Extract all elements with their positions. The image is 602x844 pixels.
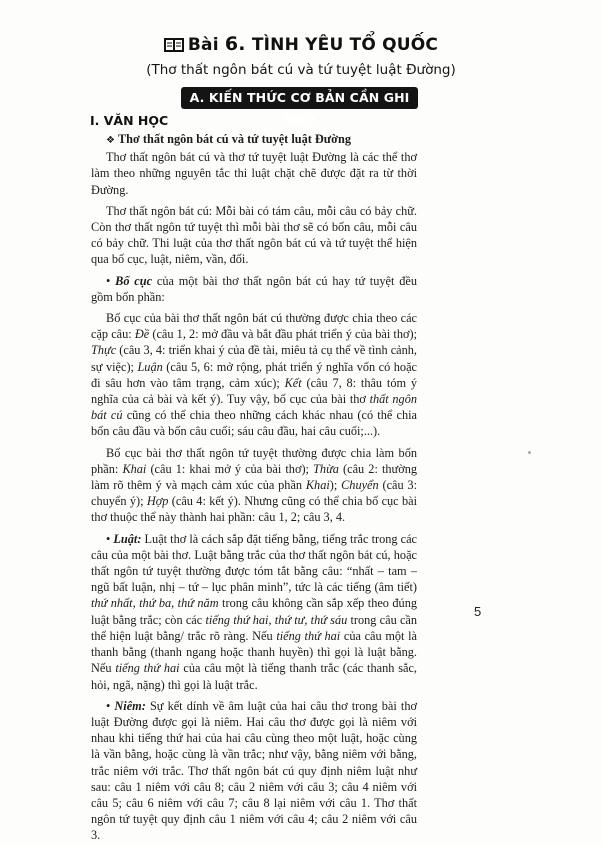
bullet-label-bo-cuc: Bố cục: [115, 273, 153, 288]
text: Luật thơ là cách sắp đặt tiếng bằng, tiếng trắc trong các câu của một bài thơ. Luật bằng trắc của thơ thất ngôn bát cú, hoặc thất ngôn tứ tuyệt thường được tóm tắt bằng câu: “nhất – tam – ngũ bất luận, nhị – tứ – lục phân minh”, tức là các tiếng (âm tiết): [91, 531, 417, 595]
text: Bố cục của bài thơ thất ngôn bát cú thường được chia theo các cặp câu:: [91, 311, 417, 342]
text: );: [329, 478, 342, 493]
term: Thực: [91, 343, 117, 358]
term: Luận: [137, 359, 163, 374]
text: trong câu cần thể hiện luật bằng/ trắc rõ ràng. Nếu: [91, 612, 418, 643]
paragraph-bat-cu-structure: [91, 310, 417, 440]
term: Khai: [122, 461, 147, 476]
paragraph-tu-tuyet-structure: [91, 445, 417, 526]
term: Kết: [284, 375, 302, 390]
diamond-bullet-icon: ❖: [106, 135, 115, 146]
bullet-label-luat: Luật:: [113, 531, 142, 546]
text: cũng có thể chia theo những cách khác nhau (có thể chia bốn câu đầu và bốn câu cuối; sáu câu đầu, hai câu cuối;...).: [91, 408, 417, 439]
text: (câu 7, 8: thâu tóm ý nghĩa của cả bài và kết ý). Tuy vậy, bố cục của bài thơ: [91, 375, 418, 407]
page-number: 5: [474, 604, 482, 619]
term: Chuyển: [341, 478, 379, 493]
text: của câu một là tiếng thanh trắc (các thanh sắc, hỏi, ngã, nặng) thì gọi là luật trắc.: [91, 661, 417, 692]
term: Hợp: [146, 494, 169, 509]
section-badge: A. KIẾN THỨC CƠ BẢN CẦN GHI NHỚ: [181, 87, 418, 109]
lesson-prefix: Bài: [187, 35, 225, 55]
paragraph-niem: • Niêm: Sự kết dính về âm luật của hai câu thơ trong bài thơ luật Đường được gọi là niêm. Hai câu thơ được gọi là niêm với nhau khi tiếng thứ hai của hai câu cùng theo một luật, hoặc cùng là vần bằng, hoặc cùng là vần trắc; như vậy, bằng niêm với bằng, trắc niêm với trắc. Thơ thất ngôn bát cú quy định niêm luật như sau: câu 1 niêm với câu 8; câu 2 niêm với câu 3; câu 4 niêm với câu 5; câu 6 niêm với câu 7; câu 8 lại niêm với câu 1. Thơ thất ngôn tứ tuyệt quy định câu 1 niêm với câu 4; câu 2 niêm với câu 3.: [91, 698, 417, 843]
section-heading: I. VĂN HỌC: [90, 113, 169, 128]
term: tiếng thứ hai, thứ tư, thứ sáu: [205, 612, 348, 627]
text: (câu 4: kết ý). Nhưng cũng có thể chia bố cục bài thơ thuộc thể này thành hai phần: câu 1, 2; câu 3, 4.: [91, 494, 417, 525]
term: thất ngôn bát cú: [91, 392, 417, 423]
paragraph-luat: • Luật: Luật thơ là cách sắp đặt tiếng bằng, tiếng trắc trong các câu của một bài thơ. Luật bằng trắc của thơ thất ngôn bát cú, hoặc thất ngôn tứ tuyệt thường được tóm tắt bằng câu: “nhất – tam – ngũ bất luận, nhị – tứ – lục phân minh”, tức là các tiếng (âm tiết) thứ nhất, thứ ba, thứ năm trong câu không cần sắp xếp theo đúng luật bằng trắc; còn các tiếng thứ hai, thứ tư, thứ sáu trong câu cần thể hiện luật bằng/ trắc rõ ràng. Nếu tiếng thứ hai của câu một là thanh bằng (thanh ngang hoặc thanh huyền) thì gọi là luật bằng. Nếu tiếng thứ hai của câu một là tiếng thanh trắc (các thanh sắc, hỏi, ngã, nặng) thì gọi là luật trắc.: [91, 531, 418, 692]
text: (câu 5, 6: mở rộng, phát triển ý nghĩa vốn có hoặc đi sâu hơn vào tâm trạng, cảm xúc);: [91, 359, 417, 390]
term: Khai: [305, 478, 330, 493]
term: thứ nhất, thứ ba, thứ năm: [91, 596, 219, 611]
text: (câu 3, 4: triển khai ý của đề tài, miêu tả cụ thể về tình cảnh, sự việc);: [91, 343, 417, 374]
term: tiếng thứ hai: [115, 661, 180, 676]
paragraph-bo-cuc-intro: • Bố cục của một bài thơ thất ngôn bát cú hay tứ tuyệt đều gồm bốn phần:: [91, 273, 417, 304]
paragraph-definition: Thơ thất ngôn bát cú: Mỗi bài có tám câu, mỗi câu có bảy chữ. Còn thơ thất ngôn tứ tuyệt thì mỗi bài thơ sẽ có bốn câu, mỗi câu có bảy chữ. Thi luật của thơ thất ngôn bát cú và tứ tuyệt thể hiện qua bố cục, luật, niêm, vần, đối.: [91, 203, 417, 267]
lesson-title: [0, 33, 602, 58]
lesson-subtitle: (Thơ thất ngôn bát cú và tứ tuyệt luật Đường): [146, 62, 456, 78]
term: Thừa: [313, 461, 339, 476]
term: tiếng thứ hai: [276, 628, 341, 643]
lesson-name: TÌNH YÊU TỔ QUỐC: [245, 35, 439, 55]
open-book-icon: [164, 37, 184, 58]
lesson-number: 6.: [224, 33, 246, 55]
text: (câu 3: chuyển ý);: [91, 478, 417, 509]
bullet-label-niem: Niêm:: [114, 698, 146, 713]
paragraph-intro: Thơ thất ngôn bát cú và thơ tứ tuyệt luật Đường là các thể thơ làm theo những nguyên tắc thi luật chặt chẽ được đặt ra từ thời Đường.: [91, 150, 417, 197]
text: (câu 2: thường làm rõ thêm ý và mạch cảm xúc của phần: [91, 461, 417, 493]
text: Bố cục bài thơ thất ngôn tứ tuyệt thường được chia làm bốn phần:: [91, 445, 417, 476]
subheading: [91, 131, 417, 149]
text: Sự kết dính về âm luật của hai câu thơ trong bài thơ luật Đường được gọi là niêm. Hai câu thơ được gọi là niêm với nhau khi tiếng thứ hai của hai câu cùng theo một luật, hoặc cùng là vần bằng, hoặc cùng là vần trắc; như vậy, bằng niêm với bằng, trắc niêm với trắc. Thơ thất ngôn bát cú quy định niêm luật như sau: câu 1 niêm với câu 8; câu 2 niêm với câu 3; câu 4 niêm với câu 5; câu 6 niêm với câu 7; câu 8 lại niêm với câu 1. Thơ thất ngôn tứ tuyệt quy định câu 1 niêm với câu 4; câu 2 niêm với câu 3.: [91, 698, 417, 843]
text: trong câu không cần sắp xếp theo đúng luật bằng trắc; còn các: [91, 596, 417, 627]
scan-speck: [528, 451, 531, 454]
term: Đề: [134, 327, 150, 342]
body-text: [91, 131, 417, 844]
text: (câu 1, 2: mở đầu và bắt đầu phát triển ý của bài thơ);: [149, 327, 417, 342]
text: của câu một là thanh bằng (thanh ngang hoặc thanh huyền) thì gọi là luật bằng. Nếu: [91, 628, 417, 676]
text: của một bài thơ thất ngôn bát cú hay tứ tuyệt đều gồm bốn phần:: [91, 273, 417, 304]
subheading-text: Thơ thất ngôn bát cú và tứ tuyệt luật Đường: [117, 132, 351, 146]
text: (câu 1: khai mở ý của bài thơ);: [146, 461, 314, 476]
